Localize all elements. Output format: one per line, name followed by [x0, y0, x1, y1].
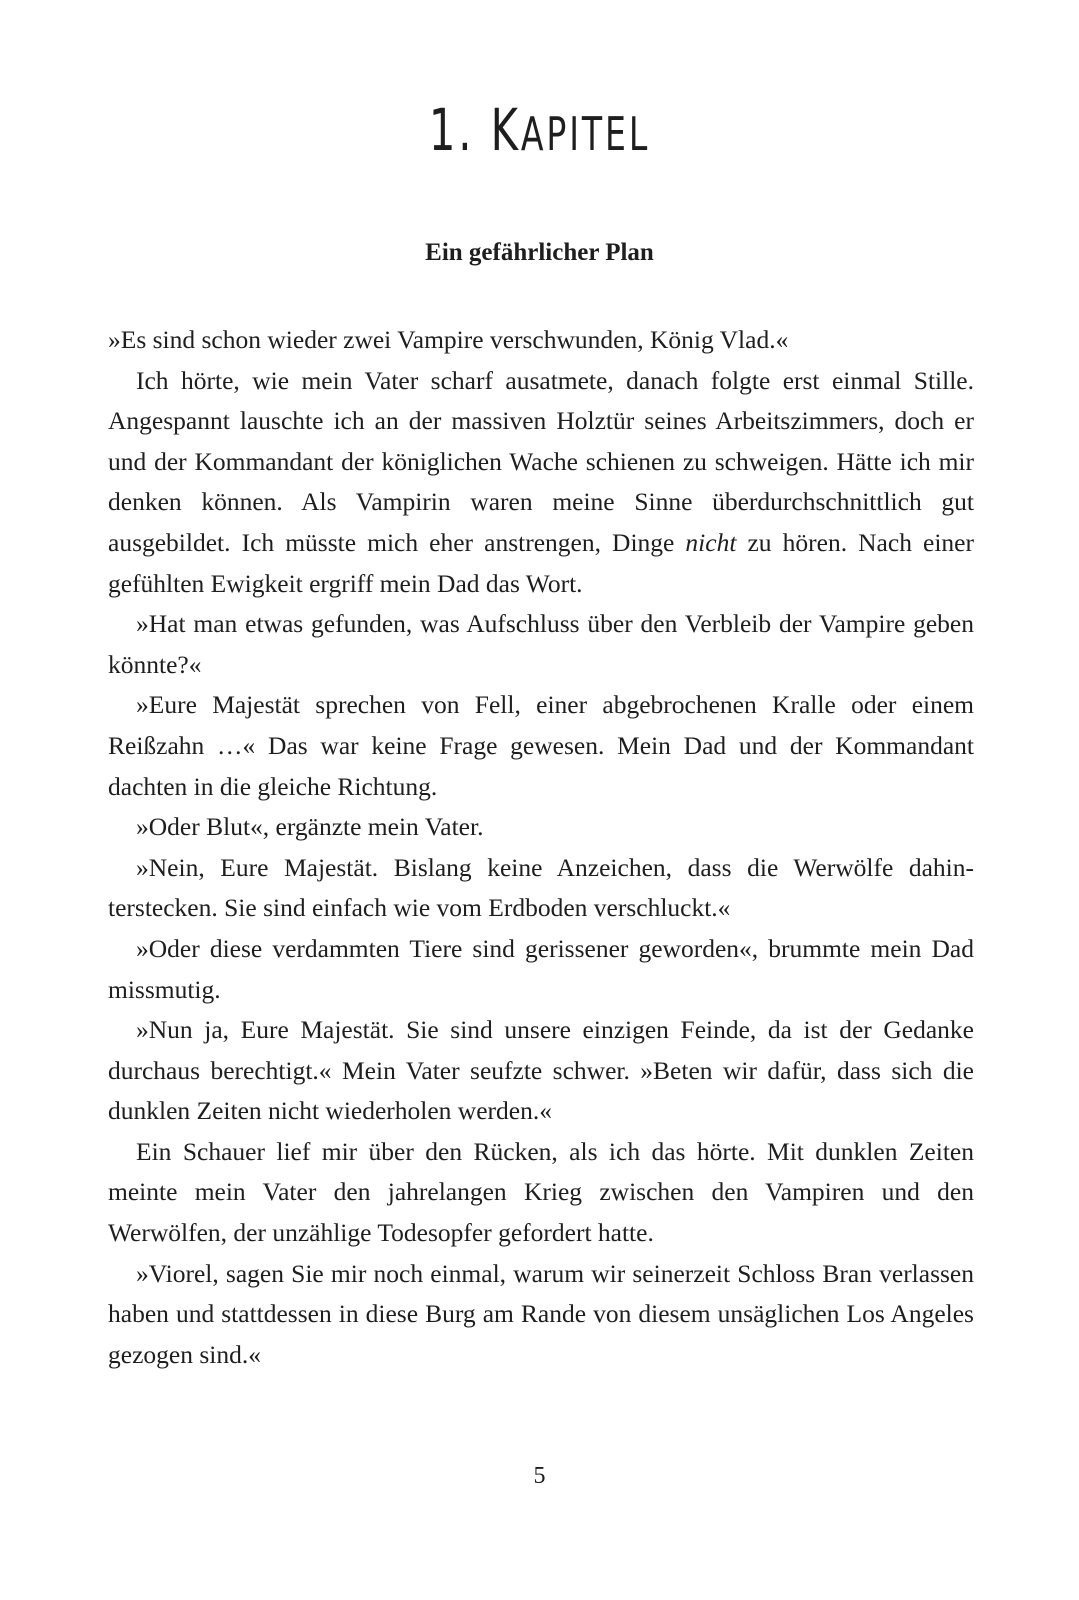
chapter-title-initial: K	[490, 96, 521, 164]
paragraph-6: »Nein, Eure Majestät. Bislang keine Anzeichen, dass die Werwölfe dahinterstecken. Sie sind einfach wie vom Erdboden verschluckt.«	[108, 852, 974, 923]
paragraph-2-after-emphasis: zu hören. Nach einer gefühlten Ewigkeit ergriff mein Dad das Wort.	[108, 527, 974, 598]
paragraph-2-before-emphasis: Dinge	[612, 527, 686, 557]
paragraph-5: »Oder Blut«, ergänzte mein Vater.	[136, 812, 484, 842]
chapter-title	[151, 96, 928, 166]
paragraph-2-emphasis: nicht	[685, 527, 737, 557]
paragraph-2	[108, 361, 974, 605]
page-number: 5	[533, 1463, 546, 1489]
paragraph-1: »Es sind schon wieder zwei Vampire verschwunden, König Vlad.«	[108, 325, 789, 354]
paragraph-8: »Nun ja, Eure Majestät. Sie sind unsere einzigen Feinde, da ist der Gedanke durchaus berechtigt.« Mein Vater seufzte schwer. »Beten wir dafür, dass sich die dunklen Zeiten nicht wiederholen werden.«	[108, 1015, 974, 1126]
paragraph-2-main: Ich hörte, wie mein Vater scharf ausatmete, danach folgte erst einmal Stille. Angespannt lauschte ich an der massiven Holztür seines Arbeitszimmers, doch er und der Kommandant der königlichen Wache schienen zu schweigen. Hätte ich mir denken können. Als Vampirin waren meine Sinne überdurchschnittlich gut ausgebildet. Ich müsste mich eher anstrengen,	[108, 365, 974, 557]
paragraph-10: »Viorel, sagen Sie mir noch einmal, warum wir seinerzeit Schloss Bran verlassen haben und stattdessen in diese Burg am Rande von diesem unsäglichen Los Angeles gezogen sind.«	[108, 1258, 974, 1369]
chapter-title-rest: APITEL	[520, 107, 651, 161]
paragraph-9: Ein Schauer lief mir über den Rücken, als ich das hörte. Mit dunklen Zeiten meinte mein Vater den jahrelangen Krieg zwischen den Vampiren und den Werwölfen, der unzählige Todesopfer gefordert hatte.	[108, 1136, 974, 1248]
paragraph-7: »Oder diese verdammten Tiere sind gerissener geworden«, brummte mein Dad missmutig.	[108, 933, 974, 1004]
chapter-subtitle: Ein gefährlicher Plan	[425, 239, 654, 266]
chapter-number: 1.	[428, 96, 475, 164]
paragraph-4: »Eure Majestät sprechen von Fell, einer abgebrochenen Kralle oder einem Reißzahn …« Das war keine Frage gewesen. Mein Dad und der Kommandant dachten in die gleiche Richtung.	[108, 690, 974, 801]
chapter-body	[108, 320, 974, 1375]
paragraph-3: »Hat man etwas gefunden, was Aufschluss über den Verbleib der Vampire geben könnte?«	[108, 609, 974, 679]
